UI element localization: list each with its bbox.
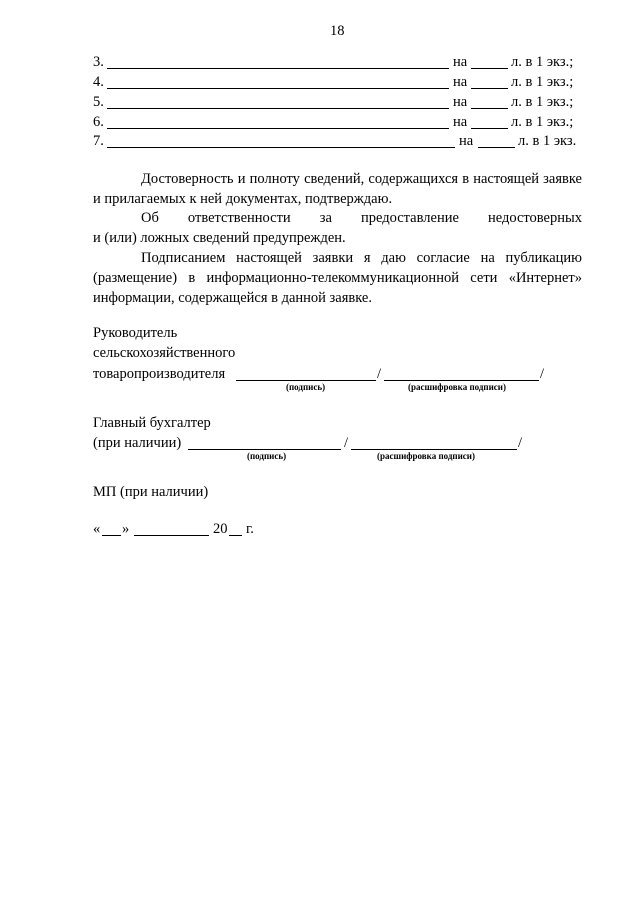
accountant-title: Главный бухгалтер (93, 415, 211, 431)
list-item-number: 3. (93, 54, 104, 70)
list-item-number: 6. (93, 114, 104, 130)
year-field[interactable] (229, 535, 242, 536)
list-item-na: на (453, 114, 468, 130)
list-item-number: 7. (93, 133, 104, 149)
date-open-quote: « (93, 521, 101, 537)
head-decoding-field[interactable] (384, 380, 539, 381)
sheet-count-blank[interactable] (471, 128, 508, 129)
head-title-line3: товаропроизводителя (93, 366, 226, 382)
list-item-number: 4. (93, 74, 104, 90)
stamp-place: МП (при наличии) (93, 484, 209, 500)
list-item-tail: л. в 1 экз.; (511, 94, 574, 110)
list-item-blank[interactable] (107, 68, 449, 69)
list-item-tail: л. в 1 экз.; (511, 114, 574, 130)
responsibility-paragraph-line2: и (или) ложных сведений предупрежден. (93, 230, 346, 246)
accountant-optional-note: (при наличии) (93, 435, 182, 451)
slash-separator: / (344, 435, 349, 451)
list-item-number: 5. (93, 94, 104, 110)
list-item-na: на (459, 133, 474, 149)
accountant-signature-field[interactable] (188, 449, 341, 450)
head-signature-field[interactable] (236, 380, 376, 381)
list-item-na: на (453, 54, 468, 70)
list-item-tail: л. в 1 экз.; (511, 74, 574, 90)
list-item-na: на (453, 94, 468, 110)
list-item-tail: л. в 1 экз.; (511, 54, 574, 70)
slash-separator: / (540, 366, 545, 382)
decoding-caption: (расшифровка подписи) (377, 451, 475, 461)
confirmation-paragraph: Достоверность и полноту сведений, содержащихся в настоящей заявке и прилагаемых к ней документах, подтверждаю. (93, 171, 582, 207)
list-item-blank[interactable] (107, 128, 449, 129)
accountant-decoding-field[interactable] (351, 449, 517, 450)
date-close-quote: » (122, 521, 130, 537)
signature-caption: (подпись) (286, 382, 326, 392)
decoding-caption: (расшифровка подписи) (408, 382, 506, 392)
sheet-count-blank[interactable] (478, 147, 515, 148)
slash-separator: / (377, 366, 382, 382)
sheet-count-blank[interactable] (471, 108, 508, 109)
list-item-blank[interactable] (107, 108, 449, 109)
head-title-line2: сельскохозяйственного (93, 345, 236, 361)
sheet-count-blank[interactable] (471, 68, 508, 69)
list-item-na: на (453, 74, 468, 90)
year-prefix: 20 (213, 521, 228, 537)
head-title-line1: Руководитель (93, 325, 178, 341)
sheet-count-blank[interactable] (471, 88, 508, 89)
slash-separator: / (518, 435, 523, 451)
consent-paragraph: Подписанием настоящей заявки я даю согласие на публикацию (размещение) в информационно-телекоммуникационной сети «Интернет» информации, содержащейся в данной заявке. (93, 250, 582, 306)
day-field[interactable] (102, 535, 121, 536)
responsibility-paragraph-line1: Об ответственности за предоставление недостоверных (141, 210, 582, 226)
year-suffix: г. (246, 521, 254, 537)
list-item-blank[interactable] (107, 88, 449, 89)
page-number: 18 (330, 23, 345, 39)
signature-caption: (подпись) (247, 451, 287, 461)
list-item-tail: л. в 1 экз. (518, 133, 577, 149)
list-item-blank[interactable] (107, 147, 455, 148)
month-field[interactable] (134, 535, 209, 536)
